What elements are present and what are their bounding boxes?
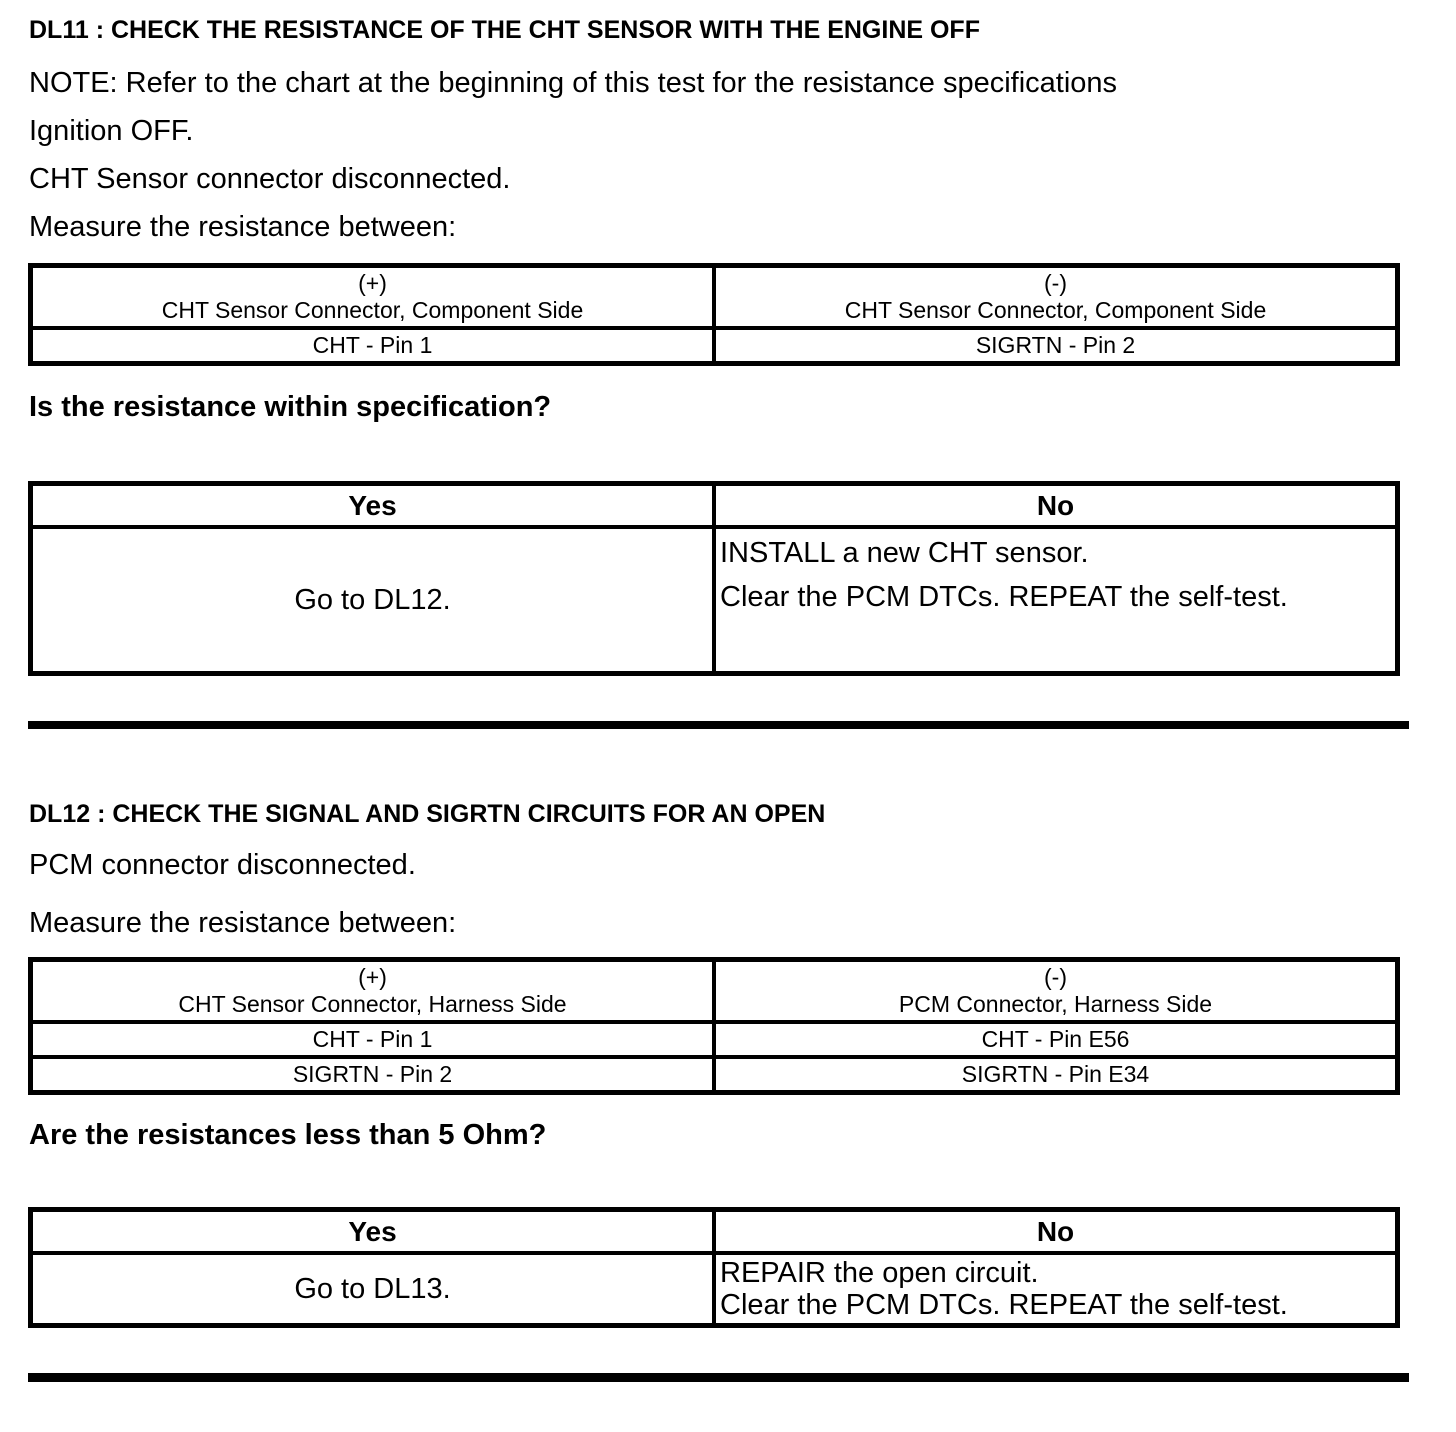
measure-lead: Measure the resistance between: xyxy=(29,906,457,939)
note-text: NOTE: Refer to the chart at the beginning of this test for the resistance specifications xyxy=(29,67,1118,99)
question: Are the resistances less than 5 Ohm? xyxy=(29,1118,547,1151)
no-action: REPAIR the open circuit. xyxy=(720,1256,1039,1289)
section-dl11 xyxy=(29,14,1428,676)
positive-header-cell xyxy=(31,266,715,329)
procedure-step: CHT Sensor connector disconnected. xyxy=(29,163,511,195)
section-dl12 xyxy=(29,798,1428,1328)
pin-cell: SIGRTN - Pin E34 xyxy=(714,1057,1398,1093)
procedure-step: PCM connector disconnected. xyxy=(29,848,416,881)
section-divider xyxy=(28,1373,1409,1382)
section-heading: DL12 : CHECK THE SIGNAL AND SIGRTN CIRCUITS FOR AN OPEN xyxy=(29,799,826,828)
measure-lead: Measure the resistance between: xyxy=(29,211,457,243)
negative-sign: (-) xyxy=(1044,270,1067,296)
decision-table xyxy=(28,1207,1400,1328)
negative-label: PCM Connector, Harness Side xyxy=(898,990,1213,1017)
decision-body-row xyxy=(31,527,1398,673)
measure-table-header-row xyxy=(31,266,1398,329)
section-heading: DL11 : CHECK THE RESISTANCE OF THE CHT SENSOR WITH THE ENGINE OFF xyxy=(29,16,980,44)
measure-table xyxy=(28,263,1400,366)
no-action-cell xyxy=(714,527,1398,673)
negative-header-cell xyxy=(714,959,1398,1022)
question: Is the resistance within specification? xyxy=(29,391,552,423)
section-divider xyxy=(28,721,1409,729)
no-action: INSTALL a new CHT sensor. xyxy=(720,537,1089,569)
measure-table xyxy=(28,957,1400,1095)
measure-table-row xyxy=(31,328,1398,364)
yes-action: Go to DL12. xyxy=(31,527,715,673)
yes-header: Yes xyxy=(31,484,715,528)
procedure-step: Ignition OFF. xyxy=(29,115,194,147)
positive-label: CHT Sensor Connector, Harness Side xyxy=(178,990,567,1017)
pin-cell: SIGRTN - Pin 2 xyxy=(31,1057,715,1093)
no-action: Clear the PCM DTCs. REPEAT the self-test. xyxy=(720,1288,1288,1321)
positive-sign: (+) xyxy=(358,270,387,296)
pin-cell: SIGRTN - Pin 2 xyxy=(714,328,1398,364)
measure-table-row xyxy=(31,1022,1398,1057)
positive-header-cell xyxy=(31,959,715,1022)
decision-body-row xyxy=(31,1253,1398,1326)
pin-cell: CHT - Pin 1 xyxy=(31,1022,715,1057)
positive-label: CHT Sensor Connector, Component Side xyxy=(161,297,584,323)
yes-header: Yes xyxy=(31,1209,715,1253)
measure-table-row xyxy=(31,1057,1398,1093)
negative-sign: (-) xyxy=(1044,963,1067,990)
decision-header-row xyxy=(31,484,1398,528)
pin-cell: CHT - Pin 1 xyxy=(31,328,715,364)
measure-table-header-row xyxy=(31,959,1398,1022)
pin-cell: CHT - Pin E56 xyxy=(714,1022,1398,1057)
negative-header-cell xyxy=(714,266,1398,329)
negative-label: CHT Sensor Connector, Component Side xyxy=(844,297,1267,323)
no-action-cell xyxy=(714,1253,1398,1326)
no-header: No xyxy=(714,484,1398,528)
positive-sign: (+) xyxy=(358,963,387,990)
decision-table xyxy=(28,481,1400,676)
no-action: Clear the PCM DTCs. REPEAT the self-test. xyxy=(720,581,1288,613)
no-header: No xyxy=(714,1209,1398,1253)
decision-header-row xyxy=(31,1209,1398,1253)
yes-action: Go to DL13. xyxy=(31,1253,715,1326)
